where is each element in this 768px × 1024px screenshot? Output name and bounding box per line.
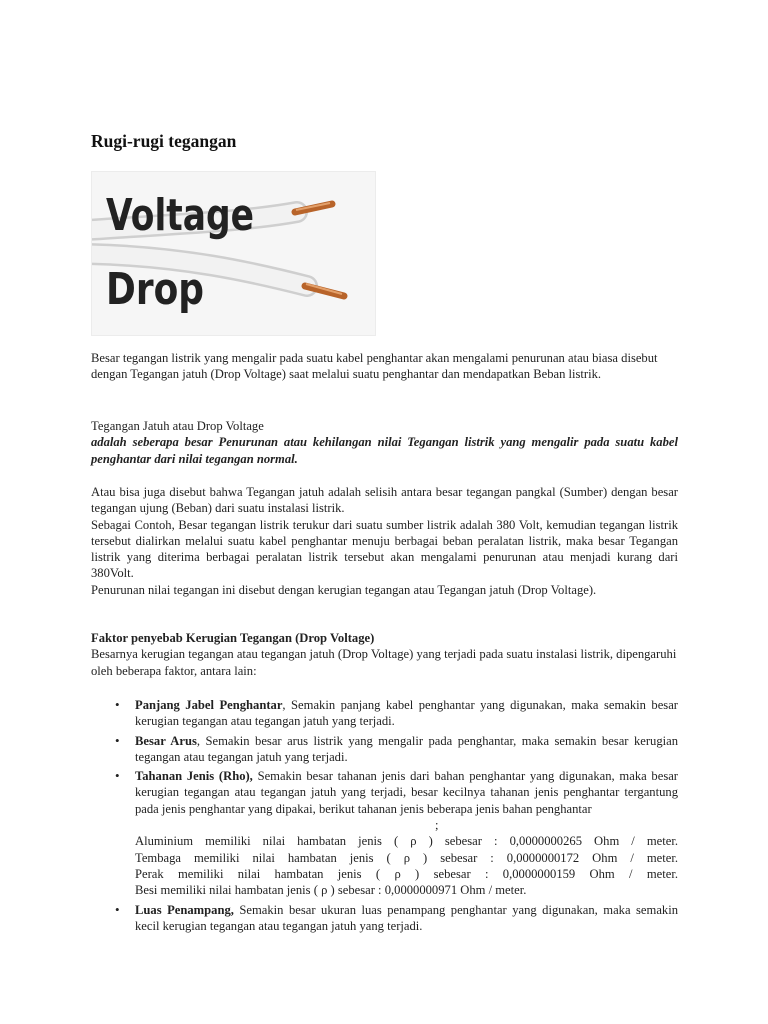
factor-text: , Semakin panjang kabel penghantar yang digunakan, maka semakin besar kerugian tegangan atau tegangan jatuh yang terjadi. — [135, 698, 678, 729]
definition-text: adalah seberapa besar Penurunan atau kehilangan nilai Tegangan listrik yang mengalir pada suatu kabel penghantar dari nilai tegangan normal. — [91, 435, 678, 466]
resistivity-copper: Tembaga memiliki nilai hambatan jenis ( ρ ) sebesar : 0,0000000172 Ohm / meter. — [135, 850, 678, 865]
list-item — [91, 733, 678, 766]
explanation-paragraph-3: Penurunan nilai tegangan ini disebut dengan kerugian tegangan atau Tegangan jatuh (Drop Voltage). — [91, 582, 597, 597]
resistivity-iron: Besi memiliki nilai hambatan jenis ( ρ ) sebesar : 0,0000000971 Ohm / meter. — [135, 883, 527, 898]
factor-text: Semakin besar tahanan jenis dari bahan penghantar yang digunakan, maka besar kerugian tegangan atau tegangan jatuh yang terjadi, besar kecilnya tahanan jenis penghantar tergantung pada jenis penghantar yang dipakai, berikut tahanan jenis beberapa jenis bahan penghantar — [135, 769, 679, 816]
semicolon-mark: ; — [435, 818, 439, 833]
factors-list — [91, 697, 678, 937]
list-item — [91, 902, 678, 935]
bullet-icon: • — [115, 732, 120, 748]
list-item — [91, 768, 678, 898]
factor-term: Panjang Jabel Penghantar — [135, 698, 283, 712]
factors-section — [91, 630, 678, 679]
factor-term: Tahanan Jenis (Rho), — [135, 769, 253, 784]
factor-term: Luas Penampang, — [135, 902, 234, 917]
intro-text: Besar tegangan listrik yang mengalir pada suatu kabel penghantar akan mengalami penurunan atau biasa disebut dengan Tegangan jatuh (Drop Voltage) saat melalui suatu penghantar dan mendapatkan Beban listrik. — [91, 351, 658, 382]
factors-intro: Besarnya kerugian tegangan atau tegangan jatuh (Drop Voltage) yang terjadi pada suatu instalasi listrik, dipengaruhi oleh beberapa faktor, antara lain: — [91, 647, 677, 678]
explanation-paragraph-1: Atau bisa juga disebut bahwa Tegangan jatuh adalah selisih antara besar tegangan pangkal (Sumber) dengan besar tegangan ujung (Beban) dari suatu instalasi listrik. — [91, 485, 678, 516]
factor-text: , Semakin besar arus listrik yang mengalir pada penghantar, maka semakin besar kerugian tegangan atau tegangan jatuh yang terjadi. — [135, 733, 679, 764]
image-text-line1: Voltage — [106, 190, 254, 241]
intro-paragraph — [91, 350, 671, 383]
definition-block — [91, 418, 678, 467]
list-item — [91, 697, 678, 730]
voltage-drop-image — [91, 171, 376, 336]
factor-text: Semakin besar ukuran luas penampang penghantar yang digunakan, maka semakin kecil kerugian tegangan atau tegangan jatuh yang terjadi. — [135, 902, 678, 933]
image-text-line2: Drop — [106, 264, 204, 315]
definition-heading: Tegangan Jatuh atau Drop Voltage — [91, 419, 264, 433]
bullet-icon: • — [115, 697, 120, 712]
resistivity-silver: Perak memiliki nilai hambatan jenis ( ρ ) sebesar : 0,0000000159 Ohm / meter. — [135, 866, 678, 881]
bullet-icon: • — [115, 768, 120, 784]
explanation-block — [91, 484, 678, 598]
resistivity-aluminium: Aluminium memiliki nilai hambatan jenis ( ρ ) sebesar : 0,0000000265 Ohm / meter. — [135, 834, 678, 849]
factors-heading: Faktor penyebab Kerugian Tegangan (Drop Voltage) — [91, 631, 375, 645]
page-title: Rugi-rugi tegangan — [91, 131, 237, 151]
explanation-paragraph-2: Sebagai Contoh, Besar tegangan listrik terukur dari suatu sumber listrik adalah 380 Volt, kemudian tegangan listrik tersebut dialirkan melalui suatu kabel penghantar menuju berbagai beban peralatan listrik, maka besar Tegangan listrik yang diterima berbagai peralatan listrik tersebut akan mengalami penurunan atau menjadi kurang dari 380Volt. — [91, 517, 678, 581]
bullet-icon: • — [115, 901, 120, 917]
cable-illustration — [92, 172, 375, 335]
factor-term: Besar Arus — [135, 733, 197, 748]
